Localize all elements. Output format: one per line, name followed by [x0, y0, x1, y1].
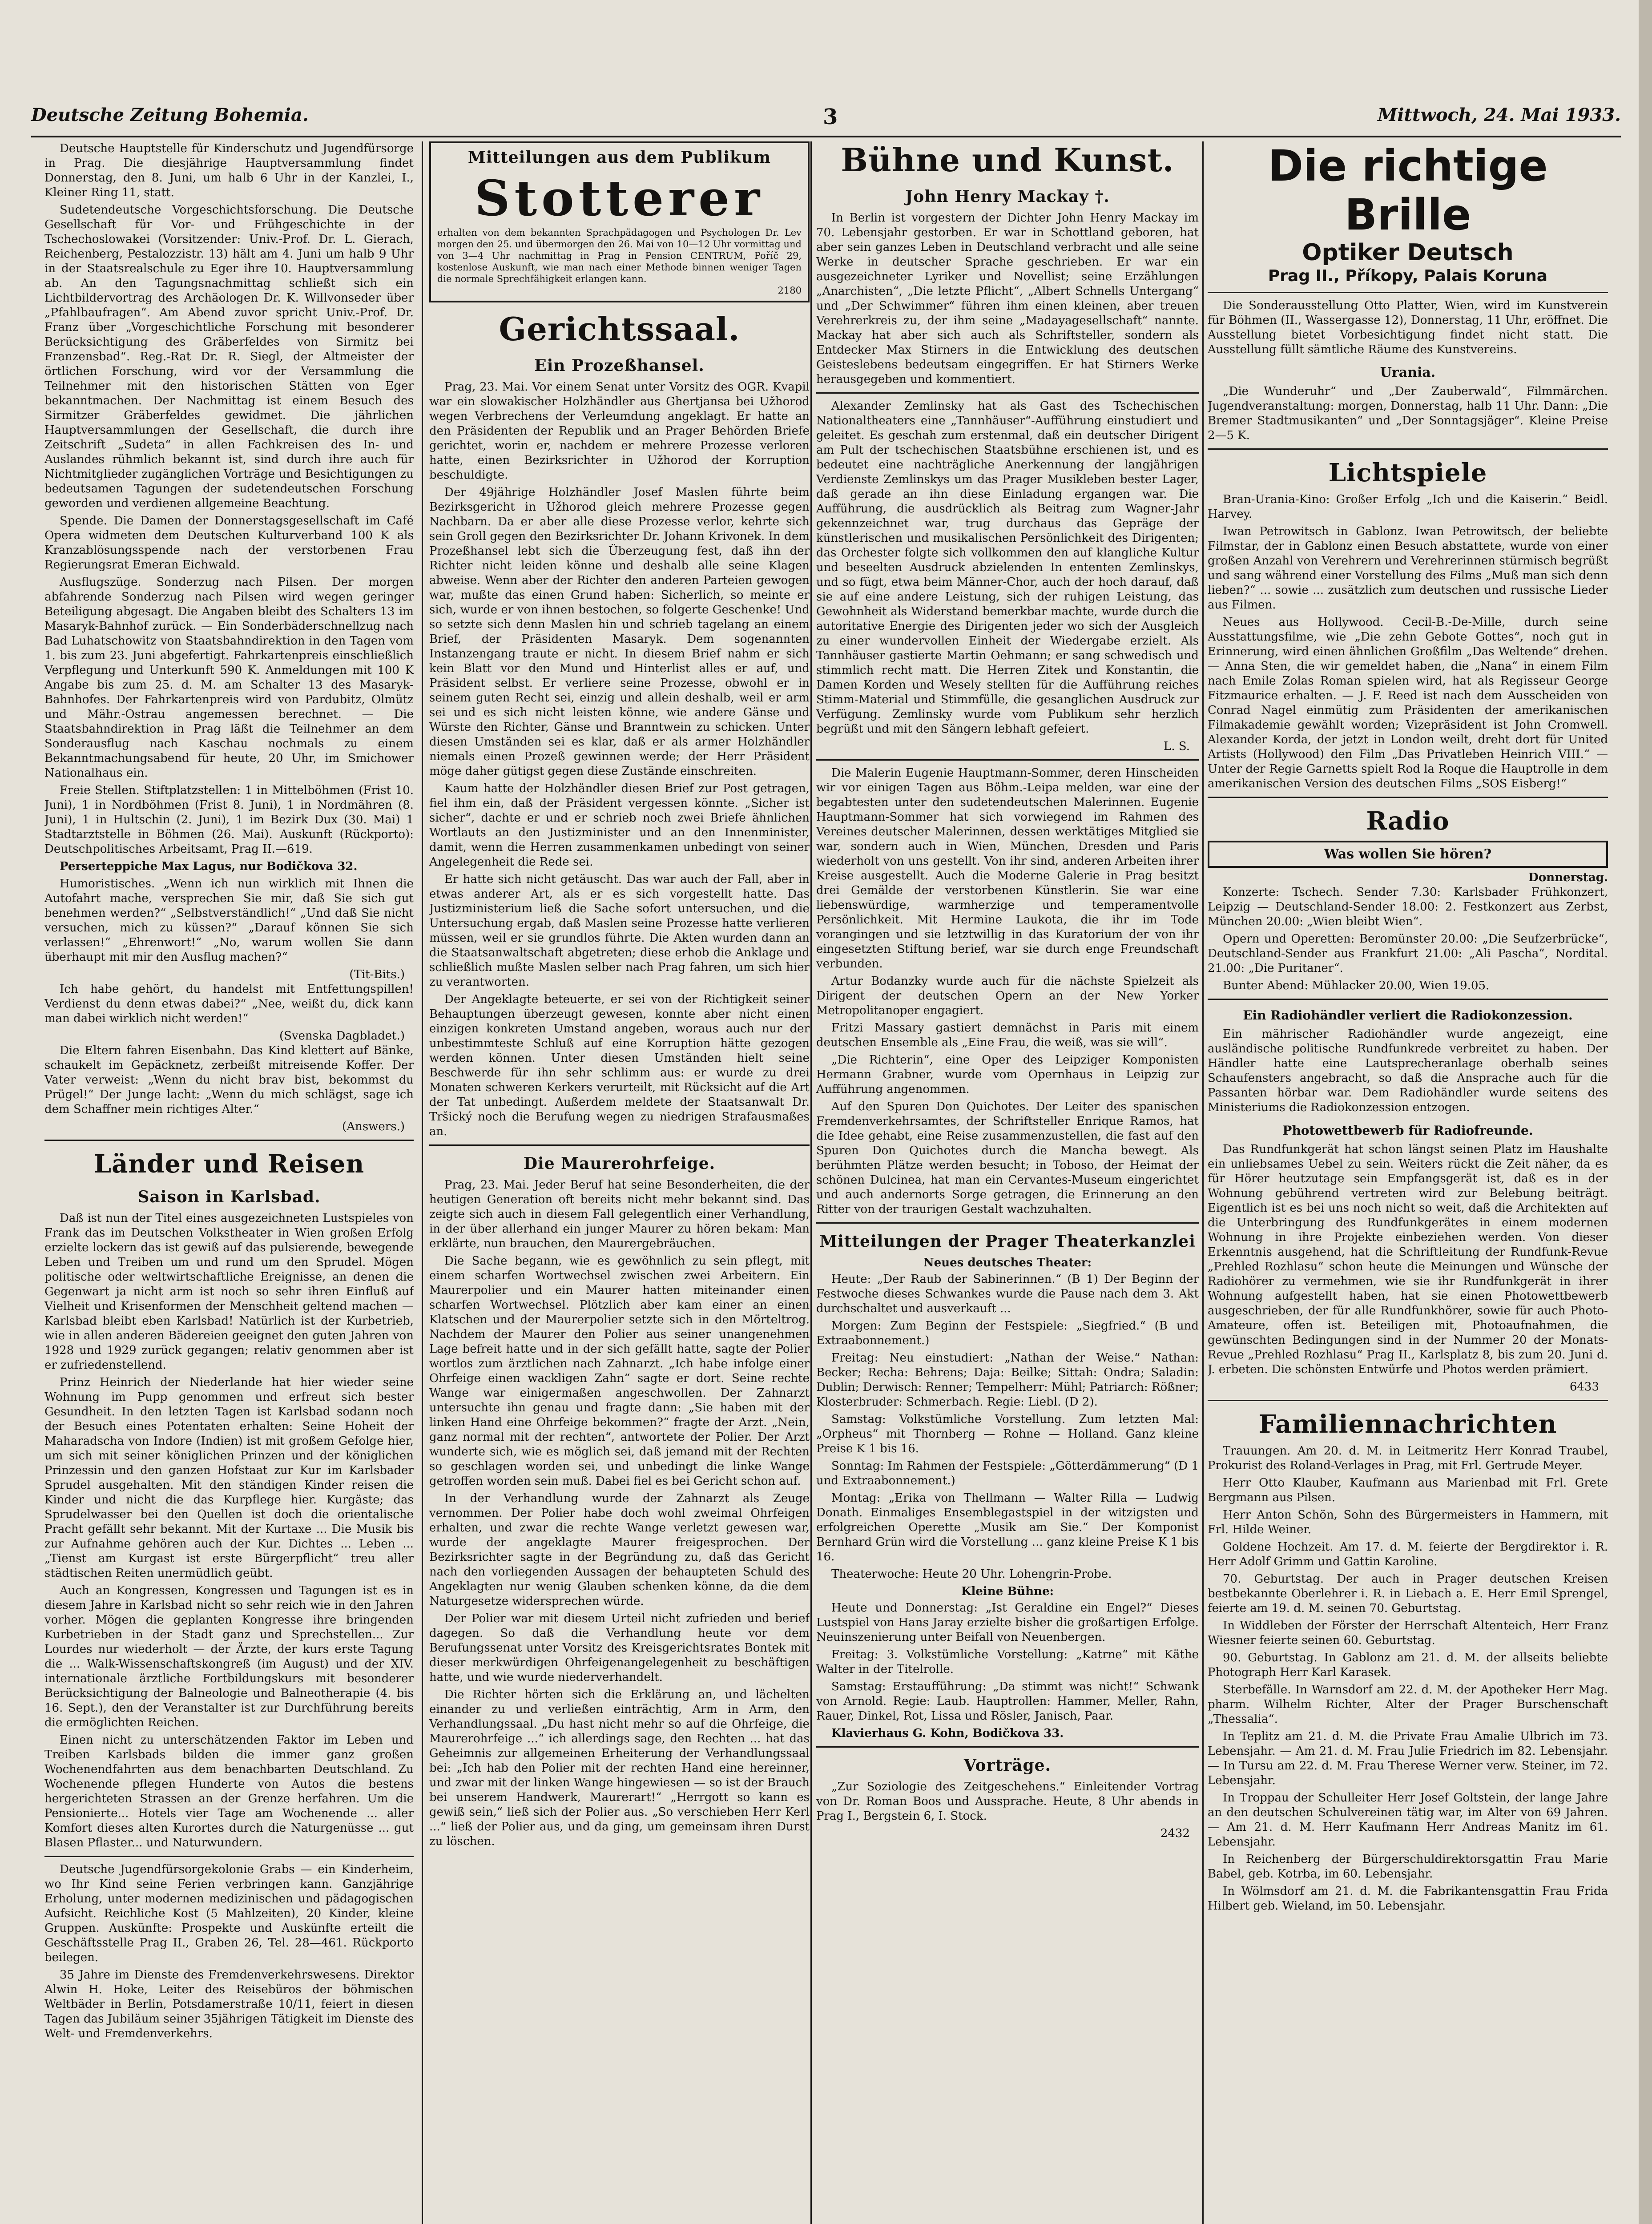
radio-day: Donnerstag. — [1528, 871, 1608, 884]
section-heading-buehne: Bühne und Kunst. — [841, 141, 1174, 179]
family-geburtstag-1: 70. Geburtstag. Der auch in Prager deutschen Kreisen bestbekannte Oberlehrer i. R. in Liebach a. E. Herr Emil Sprengel, feierte am 19. d. M. seinen 70. Geburtstag. — [1208, 1572, 1608, 1615]
article-prozesshansel-1: Prag, 23. Mai. Vor einem Senat unter Vorsitz des OGR. Kvapil war ein slowakischer Holzhändler aus Ghertjansa bei Užhorod wegen Verbrechens der Verleumdung angeklagt. Er hatte an den Präsidenten der Republik und an Prager Behörden Briefe gerichtet, worin er, nachdem er mehrere Prozesse verloren hatte, einen Bezirksrichter in Užhorod der Korruption beschuldigte. — [429, 380, 810, 482]
section-rule — [816, 759, 1199, 761]
family-sterbefall-1: Sterbefälle. In Warnsdorf am 22. d. M. der Apotheker Herr Mag. pharm. Wilhelm Richter, Alter der Prager Burschenschaft „Thessalia“. — [1208, 1683, 1608, 1726]
subheading-kleine-buehne: Kleine Bühne: — [961, 1585, 1054, 1598]
header-page-number: 3 — [823, 105, 838, 129]
article-urania: „Die Wunderuhr“ und „Der Zauberwald“, Filmmärchen. Jugendveranstaltung: morgen, Donnerstag, halb 11 Uhr. Dann: „Die Bremer Stadtmusikanten“ und „Der Sonntagsjäger“. Kleine Preise 2—5 K. — [1208, 385, 1608, 442]
section-heading-lichtspiele: Lichtspiele — [1328, 458, 1487, 488]
article-prozesshansel-5: Der Angeklagte beteuerte, er sei von der Richtigkeit seiner Behauptungen überzeugt gewesen, konnte aber nicht einen einzigen konkreten Umstand angeben, woraus auch nur der unbestimmteste Schluß auf eine Korruption hätte gezogen werden können. Unter diesen Umständen hielt seine Beschwerde für ihn sehr schlimm aus: er wurde zu drei Monaten schweren Kerkers verurteilt, mit Rücksicht auf die Art der Tat unbedingt. Außerdem meldete der Staatsanwalt Dr. Tršický noch die Berufung wegen zu niedrigen Strafausmaßes an. — [429, 993, 810, 1138]
advert-box-stotterer — [429, 141, 810, 302]
advert-code: 2180 — [778, 285, 802, 296]
article-malerin: Die Malerin Eugenie Hauptmann-Sommer, deren Hinscheiden wir vor einigen Tagen aus Böhm.-Leipa melden, war eine der begabtesten unter den sudetendeutschen Malerinnen. Eugenie Hauptmann-Sommer hat sich vorwiegend im Rahmen des Vereines deutscher Malerinnen, dessen werktätiges Mitglied sie war, sondern auch in Wien, München, Dresden und Paris wiederholt von uns gestellt. Von ihr sind, anderen Arbeiten ihrer Kreise ausgestellt. Auch die Moderne Galerie in Prag besitzt drei Gemälde der verstorbenen Künstlerin. Sie war eine liebenswürdige, warmherzige und temperamentvolle Persönlichkeit. Mit Hermine Laukota, die ihr im Tode vorangingen und sie letztwillig in das Kuratorium der von ihr eingesetzten Stiftung berief, war sie durch enge Freundschaft verbunden. — [816, 766, 1199, 971]
header-date: Mittwoch, 24. Mai 1933. — [1378, 105, 1621, 125]
article-heading-mackay: John Henry Mackay †. — [905, 187, 1110, 206]
humor-autofahrt: Humoristisches. „Wenn ich nun wirklich mit Ihnen die Autofahrt mache, versprechen Sie mir, daß Sie sich gut benehmen werden?“ „Selbstverständlich!“ „Und daß Sie nicht versuchen, mich zu küssen?“ „Darauf können Sie sich verlassen!“ „Ehrenwort!“ „No, warum wollen Sie dann überhaupt mit mir den Ausflug machen?“ — [44, 877, 414, 964]
article-radiohaendler: Ein mährischer Radiohändler wurde angezeigt, eine ausländische politische Rundfunkrede verbreitet zu haben. Der Händler hatte eine Lautsprecheranlage oberhalb seines Schaufensters angebracht, so daß die Ansprache auch für die Passanten hörbar war. Dem Radiohändler wurde seitens des Ministeriums die Radiokonzession entzogen. — [1208, 1027, 1608, 1114]
section-rule — [816, 1222, 1199, 1224]
section-rule — [1208, 292, 1608, 293]
article-heading-karlsbad: Saison in Karlsbad. — [137, 1188, 321, 1206]
article-maurerohrfeige-3: In der Verhandlung wurde der Zahnarzt als Zeuge vernommen. Der Polier habe doch wohl zweimal Ohrfeigen erhalten, und zwar die rechte Wange verletzt gewesen war, wurde der angeklagte Maurer freigesprochen. Der Bezirksrichter sagte in der Begründung zu, daß das Gericht nach den vorliegenden Aussagen der behaupteten Schuld des Angeklagten nur wenig Glauben schenken könne, da die dem Naturgesetze widersprechen würde. — [429, 1492, 810, 1608]
ad-perserteppiche: Perserteppiche Max Lagus, nur Bodičkova 32. — [60, 860, 358, 873]
theater-samstag: Samstag: Volkstümliche Vorstellung. Zum letzten Mal: „Orpheus“ mit Thornberg — Rohne — Holland. Ganz kleine Preise K 1 bis 16. — [816, 1413, 1199, 1455]
section-heading-laender: Länder und Reisen — [93, 1149, 365, 1179]
section-rule — [1208, 797, 1608, 798]
radio-konzerte: Konzerte: Tschech. Sender 7.30: Karlsbader Frühkonzert, Leipzig — Deutschland-Sender 18.00: 2. Festkonzert aus Zerbst, München 20.00: „Wien bleibt Wien“. — [1208, 886, 1608, 928]
family-hochzeit: Goldene Hochzeit. Am 17. d. M. feierte der Bergdirektor i. R. Herr Adolf Grimm und Gattin Karoline. — [1208, 1540, 1608, 1568]
article-kinderschutz: Deutsche Hauptstelle für Kinderschutz und Jugendfürsorge in Prag. Die diesjährige Hauptversammlung findet Donnerstag, den 8. Juni, um halb 6 Uhr in der Kanzlei, I., Kleiner Ring 11, statt. — [44, 142, 414, 199]
column-divider-1 — [422, 141, 423, 2224]
article-prozesshansel-3: Kaum hatte der Holzhändler diesen Brief zur Post getragen, fiel ihm ein, daß der Präsident vergessen könnte. „Sicher ist sicher“, dachte er und er schrieb noch zwei Briefe ähnlichen Wortlauts an den Justizminister und an den Innenminister, damit, wenn die Herren zusammenkamen unbedingt von seiner Angelegenheit die Rede sei. — [429, 782, 810, 869]
humor-source-3: (Answers.) — [342, 1120, 405, 1133]
article-ausflugszuege: Ausflugszüge. Sonderzug nach Pilsen. Der morgen abfahrende Sonderzug nach Pilsen wird wegen geringer Beteiligung abgesagt. Die Angaben bleibt des Schalters 13 im Masaryk-Bahnhof zurück. — Ein Sonderbäderschnellzug nach Bad Luhatschowitz von Staatsbahndirektion in den Tagen vom 1. bis zum 23. Juni abgefertigt. Fahrkartenpreis einschließlich Verpflegung und Unterkunft 590 K. Anmeldungen mit 100 K Angabe bis zum 25. d. M. am Schalter 13 des Masaryk-Bahnhofes. Der Fahrkartenpreis wird von Pardubitz, Olmütz und Mähr.-Ostrau angemessen berechnet. — Die Staatsbahndirektion in Prag läßt die Teilnehmer an dem Sonderausflug nach Kaschau nochmals zu einem Bekanntmachungsabend für heute, 20 Uhr, im Smichower Nationalhaus ein. — [44, 576, 414, 780]
advert-code: 2432 — [1160, 1827, 1190, 1840]
article-jugendfuersorge: Deutsche Jugendfürsorgekolonie Grabs — ein Kinderheim, wo Ihr Kind seine Ferien verbringen kann. Ganzjährige Erholung, unter modernen medizinischen und pädagogischen Aufsicht. Reichliche Kost (5 Mahlzeiten), 20 Kinder, kleine Gruppen. Auskünfte: Prospekte und Auskünfte erteilt die Geschäftsstelle Prag II., Graben 26, Tel. 28—461. Rückporto beilegen. — [44, 1863, 414, 1964]
radio-opern: Opern und Operetten: Beromünster 20.00: „Die Seufzerbrücke“, Deutschland-Sender aus Frankfurt 21.00: „Ali Pascha“, Nordital. 21.00: „Die Puritaner“. — [1208, 932, 1608, 975]
section-rule — [44, 1856, 414, 1857]
article-richterin: „Die Richterin“, eine Oper des Leipziger Komponisten Hermann Grabner, wurde vom Opernhaus in Leipzig zur Aufführung angenommen. — [816, 1053, 1199, 1096]
article-petrowitsch: Iwan Petrowitsch in Gablonz. Iwan Petrowitsch, der beliebte Filmstar, der in Gablonz einen Besuch abstattete, wurde von einer großen Anzahl von Verehrern und Verehrerinnen stürmisch begrüßt und sang während einer Vorstellung des Films „Muß man sich denn lieben?“ ... sowie ... zusätzlich zum deutschen und russische Lieder aus Filmen. — [1208, 525, 1608, 612]
family-trauung-2: Herr Otto Klauber, Kaufmann aus Marienbad mit Frl. Grete Bergmann aus Pilsen. — [1208, 1476, 1608, 1504]
column-2 — [429, 141, 810, 2224]
article-signature: L. S. — [1164, 740, 1190, 753]
section-rule — [816, 392, 1199, 394]
kleine-buehne-samstag: Samstag: Erstaufführung: „Da stimmt was nicht!“ Schwank von Arnold. Regie: Laub. Hauptrollen: Hammer, Meller, Rahn, Rauer, Dinkel, Rot, Lissa und Rösler, Janisch, Paar. — [816, 1680, 1199, 1723]
family-geburtstag-2: In Widdleben der Förster der Herrschaft Altenteich, Herr Franz Wiesner feierte seinen 60. Geburtstag. — [1208, 1619, 1608, 1647]
section-heading-theaterkanzlei: Mitteilungen der Prager Theaterkanzlei — [819, 1232, 1196, 1251]
article-hollywood: Neues aus Hollywood. Cecil-B.-De-Mille, durch seine Ausstattungsfilme, wie „Die zehn Gebote Gottes“, noch gut in Erinnerung, wird einen ähnlichen Großfilm „Das Weltende“ drehen. — Anna Sten, die wir gemeldet haben, die „Nana“ in einem Film nach Emile Zolas Roman spielen wird, hat als Regisseur George Fitzmaurice erhalten. — J. F. Reed ist nach dem Ausscheiden von Conrad Nagel einmütig zum Präsidenten der amerikanischen Filmakademie gewählt worden; Vizepräsident ist John Cromwell. Alexander Korda, der jetzt in London weilt, dreht dort für United Artists (Hollywood) den Film „Das Privatleben Heinrich VIII.“ — Unter der Regie Garnetts spielt Rod la Roque die Hauptrolle in dem amerikanischen Version des deutschen Films „SOS Eisberg!“ — [1208, 616, 1608, 790]
section-heading-gerichtssaal: Gerichtssaal. — [499, 310, 740, 348]
section-heading-familiennachrichten: Familiennachrichten — [1258, 1410, 1557, 1439]
theater-freitag: Freitag: Neu einstudiert: „Nathan der Weise.“ Nathan: Becker; Recha: Behrens; Daja: Beilke; Sittah: Ondra; Saladin: Dublin; Derwisch: Renner; Tempelherr: Mühl; Patriarch: Rößner; Klosterbruder: Schmerbach. Regie: Liebl. (D 2). — [816, 1351, 1199, 1409]
article-bran-urania: Bran-Urania-Kino: Großer Erfolg „Ich und die Kaiserin.“ Beidl. Harvey. — [1208, 493, 1608, 521]
radio-bunter-abend: Bunter Abend: Mühlacker 20.00, Wien 19.05. — [1223, 979, 1490, 992]
family-sterbefall-5: In Wölmsdorf am 21. d. M. die Fabrikantensgattin Frau Frida Hilbert geb. Wieland, im 50. Lebensjahr. — [1208, 1885, 1608, 1913]
page-header — [31, 105, 1621, 136]
article-maurerohrfeige-2: Die Sache begann, wie es gewöhnlich zu sein pflegt, mit einem scharfen Wortwechsel zwischen zwei Arbeitern. Ein Maurerpolier und ein Maurer hatten miteinander einen scharfen Wortwechsel. Plötzlich aber kam einer an einen Klatschen und der Maurerpolier setzte sich in den Mörteltrog. Nachdem der Maurer den Polier aus seiner unangenehmen Lage befreit hatte und in der sich gefällt hatte, sagte der Polier wortlos zum ärztlichen nach Zahnarzt. „Ich habe infolge einer Ohrfeige einen wackligen Zahn“ sagte er dort. Seine rechte Wange war einigermaßen angeschwollen. Der Zahnarzt untersuchte ihn genau und fragte dann: „Sie haben mit der linken Hand eine Ohrfeige bekommen?“ fragte der Arzt. „Nein, ganz normal mit der rechten“, antwortete der Polier. Der Arzt wunderte sich, wie es möglich sei, daß jemand mit der Rechten so geschlagen worden sei, und unbedingt die linke Wange getroffen worden sein muß. Dabei fiel es bei Gericht schon auf. — [429, 1254, 810, 1488]
column-3 — [816, 141, 1199, 2224]
ad-klavierhaus: Klavierhaus G. Kohn, Bodičkova 33. — [831, 1727, 1064, 1740]
article-ausstellung: Die Sonderausstellung Otto Platter, Wien, wird im Kunstverein für Böhmen (II., Wassergasse 12), Donnerstag, 11 Uhr, eröffnet. Die Ausstellung bietet Vorbesichtigung findet nicht statt. Die Ausstellung füllt sämtliche Räume des Kunstvereins. — [1208, 299, 1608, 356]
humor-source-2: (Svenska Dagbladet.) — [279, 1029, 405, 1043]
family-sterbefall-2: In Teplitz am 21. d. M. die Private Frau Amalie Ulbrich im 73. Lebensjahr. — Am 21. d. M. Frau Julie Friedrich im 82. Lebensjahr. — In Tursu am 22. d. M. Frau Therese Werner verw. Steiner, im 72. Lebensjahr. — [1208, 1730, 1608, 1787]
kleine-buehne-heute: Heute und Donnerstag: „Ist Geraldine ein Engel?“ Dieses Lustspiel von Hans Jaray erzielte bisher die großartigen Erfolge. Neuinszenierung unter Beifall von Neuenbergen. — [816, 1601, 1199, 1644]
humor-source-1: (Tit-Bits.) — [349, 968, 405, 981]
advert-stotterer-title: Stotterer — [474, 169, 765, 227]
article-heading-maurerohrfeige: Die Maurerohrfeige. — [523, 1154, 716, 1173]
subheading-urania: Urania. — [1380, 365, 1436, 380]
section-rule — [1208, 448, 1608, 450]
radio-box-heading: Was wollen Sie hören? — [1208, 841, 1608, 868]
advert-box-title: Mitteilungen aus dem Publikum — [467, 148, 771, 167]
subheading-radiohaendler: Ein Radiohändler verliert die Radiokonzession. — [1243, 1008, 1573, 1023]
theater-woche: Theaterwoche: Heute 20 Uhr. Lohengrin-Probe. — [831, 1567, 1112, 1581]
article-maurerohrfeige-1: Prag, 23. Mai. Jeder Beruf hat seine Besonderheiten, die der heutigen Generation oft bereits nicht mehr bekannt sind. Das zeigte sich auch in diesem Fall gelegentlich einer Verhandlung, in der über allerhand ein junger Maurer zu hören bekam: Man erklärte, nun brauchen, den Maurergebräuchen. — [429, 1178, 810, 1250]
section-rule — [429, 1144, 810, 1146]
advert-code: 6433 — [1569, 1380, 1599, 1394]
section-heading-vortraege: Vorträge. — [963, 1756, 1052, 1775]
advert-brille-address: Prag II., Příkopy, Palais Koruna — [1268, 267, 1548, 285]
family-trauung-3: Herr Anton Schön, Sohn des Bürgermeisters in Hammern, mit Frl. Hilde Weiner. — [1208, 1508, 1608, 1536]
article-heading-prozesshansel: Ein Prozeßhansel. — [534, 356, 705, 375]
column-divider-3 — [1202, 141, 1204, 2224]
article-zemlinsky: Alexander Zemlinsky hat als Gast des Tschechischen Nationaltheaters eine „Tannhäuser“-Aufführung einstudiert und geleitet. Es geschah zum erstenmal, daß ein deutscher Dirigent am Pult der tschechischen Staatsbühne erschienen ist, und es bedeutet eine nachträgliche Anerkennung der langjährigen Verdienste Zemlinskys um das Prager Musikleben bester Lager, daß gerade an ihn diese Einladung ergangen war. Die Aufführung, die ausdrücklich als Beitrag zum Wagner-Jahr gekennzeichnet war, trug durchaus das Gepräge der künstlerischen und musikalischen Persönlichkeit des Dirigenten; das Orchester folgte sich vollkommen den auf klangliche Kultur und beseelten Ausdruck abzielenden In ententen Zemlinskys, und so fügt, etwa beim Männer-Chor, auch der hoch darauf, daß sie auf eine andere Leistung, sich der ruhigen Leistung, das Gewohnheit als Widerstand bemerkbar machte, wurde durch die autoritative Energie des Dirigenten jeder wo sich der Ausgleich zu einer wundervollen Einheit der Wiedergabe erzielt. Als Tannhäuser gastierte Martin Oehmann; er sang schwedisch und stimmlich recht matt. Die Herren Zitek und Konstantin, die Damen Korden und Wesely stellten für die Aufführung reiches Stimm-Material und Stimmfülle, die gesanglichen Ausdruck zur Verfügung. Zemlinsky wurde vom Publikum sehr herzlich begrüßt und mit den Sängern lebhaft gefeiert. — [816, 399, 1199, 736]
section-rule — [1208, 1400, 1608, 1401]
family-sterbefall-3: In Troppau der Schulleiter Herr Josef Goltstein, der lange Jahre an den deutschen Schulvereinen tätig war, im Alter von 69 Jahren. — Am 21. d. M. Herr Kaufmann Herr Andreas Manitz im 61. Lebensjahr. — [1208, 1791, 1608, 1849]
article-photowettbewerb: Das Rundfunkgerät hat schon längst seinen Platz im Haushalte ein unliebsames Uebel zu sein. Weiters rückt die Zeit näher, da es für Hörer heutzutage sein Empfangsgerät ist, daß es in der Wohnung gebührend vertreten wird zur Belebung beiträgt. Eigentlich ist es bei uns noch nicht so weit, daß die Architekten auf die Unterbringung des Rundfunkgerätes in einem modernen Wohnung in ihre Projekte einbeziehen werden. Von dieser Erkenntnis ausgehend, hat die Schriftleitung der Rundfunk-Revue „Prehled Rozhlasu“ schon heute die Meinungen und Wünsche der Radiohörer zu vermehmen, wie sie ihr Rundfunkgerät in ihrer Wohnung aufgestellt haben, hat sie einen Photowettbewerb ausgeschrieben, der für alle Rundfunkhörer, sowie für auch Photo-Amateure, offen ist. Beteiligen mit, Photoaufnahmen, die gewünschten Bedingungen sind in der Nummer 20 der Monats-Revue „Prehled Rozhlasu“ Prag II., Karlsplatz 8, bis zum 20. Juni d. J. erbeten. Die schönsten Entwürfe und Photos werden prämiert. — [1208, 1143, 1608, 1376]
humor-eisenbahn: Die Eltern fahren Eisenbahn. Das Kind klettert auf Bänke, schaukelt im Gepäcknetz, zerbeißt mitreisende Koffer. Der Vater verweist: „Wenn du nicht brav bist, bekommst du Prügel!“ Der Junge lacht: „Wenn du mich schlägst, sage ich dem Schaffner mein richtiges Alter.“ — [44, 1044, 414, 1116]
article-vortrag: „Zur Soziologie des Zeitgeschehens.“ Einleitender Vortrag von Dr. Roman Boos und Aussprache. Heute, 8 Uhr abends in Prag I., Bergstein 6, I. Stock. — [816, 1780, 1199, 1823]
article-prozesshansel-4: Er hatte sich nicht getäuscht. Das war auch der Fall, aber in etwas anderer Art, als er es sich vorgestellt hatte. Das Justizministerium ließ die Sache sofort untersuchen, und die Untersuchung ergab, daß Maslen seine Prozesse hatte verlieren müssen, weil er sie grundlos führte. Die Akten wurden dann an die Staatsanwaltschaft abgetreten; diese erhob die Anklage und schließlich mußte Maslen selber nach Prag fahren, um sich hier zu verantworten. — [429, 873, 810, 989]
advert-brille-title: Die richtige Brille — [1268, 141, 1548, 240]
subheading-neues-theater: Neues deutsches Theater: — [923, 1256, 1092, 1269]
article-don-quichote: Auf den Spuren Don Quichotes. Der Leiter des spanischen Fremdenverkehrsamtes, der Schriftsteller Enrique Ramos, hat die Idee gehabt, eine Reise zusammenzustellen, die fast auf den Spuren Don Quichotes durch die Mancha bewegt. Als berühmten Plätze werden besucht; in Toboso, der Heimat der schönen Dulcinea, hat man ein Cervantes-Museum eingerichtet und auch andernorts Sorge getragen, die Erinnerung an den Ritter von der traurigen Gestalt wachzuhalten. — [816, 1100, 1199, 1216]
section-heading-radio: Radio — [1366, 806, 1450, 836]
header-paper-name: Deutsche Zeitung Bohemia. — [31, 105, 309, 125]
article-prozesshansel-2: Der 49jährige Holzhändler Josef Maslen führte beim Bezirksgericht in Užhorod gleich mehrere Prozesse gegen Nachbarn. Da er aber alle diese Prozesse verlor, kehrte sich sein Groll gegen den Bezirksrichter Dr. Johann Krivonek. In dem Prozeßhansel lebt sich die Überzeugung fest, daß ihn der Richter nicht leiden könne und deshalb alle seine Klagen abweise. Wenn aber der Richter den anderen Parteien gewogen war, mußte das einen Grund haben: Sicherlich, so meinte er sich, wurde er von ihnen bestochen, so folgerte Geschenke! Und so setzte sich denn Maslen hin und schrieb tagelang an einem Brief, der Präsidenten Masaryk. Dem sogenannten Instanzengang traute er nicht. In diesem Brief nahm er sich kein Blatt vor den Mund und Hinterlist alles er auf, und Präsident selbst. Er verliere seine Prozesse, obwohl er in seinem guten Recht sei, einzig und allein deshalb, weil er arm sei und es sich nicht leisten könne, wie andere Gänse und Würste den Richter, Gänse und Branntwein zu schicken. Unter diesen Umständen sei es klar, daß er als armer Holzhändler niemals einen Prozeß gewinnen werde; der Herr Präsident möge daher gütigst gegen diese Zustände einschreiten. — [429, 486, 810, 778]
family-trauung-1: Trauungen. Am 20. d. M. in Leitmeritz Herr Konrad Traubel, Prokurist des Roland-Verlages in Prag, mit Frl. Gertrude Meyer. — [1208, 1444, 1608, 1472]
header-rule — [31, 136, 1621, 137]
article-karlsbad-2: Prinz Heinrich der Niederlande hat hier wieder seine Wohnung im Pupp genommen und erfreut sich bester Gesundheit. In den letzten Tagen ist Karlsbad sodann noch der Besuch eines Potentaten erhalten: Seine Hoheit der Maharadscha von Indore (Indien) ist mit großem Gefolge hier, um sich mit seiner königlichen Prinzen und der königlichen Prinzessin und den ganzen Hofstaat zur Kur im Karlsbader Sprudel ausgehalten. Mit den ständigen Kinder reisen die Kinder und nicht die das Kurpflege hier. Kurgäste; das Sprudelwasser bei den Quellen ist doch die orientalische Pracht gefällt sehr bekannt. Mit der Kurtaxe ... Die Musik bis zur Aufnahme gehören auch der Kur. Dichtes ... Leben ... „Tienst am Kurgast ist erste Bürgerpflicht“ treu aller städtischen Reiten unermüdlich geübt. — [44, 1376, 414, 1580]
section-rule — [44, 1140, 414, 1141]
article-maurerohrfeige-5: Die Richter hörten sich die Erklärung an, und lächelten einander zu und verließen einträchtig, Arm in Arm, den Verhandlungssaal. „Du hast nicht mehr so auf die Ohrfeige, die Maurerohrfeige ...“ ich allerdings sage, den Rechten ... hat das Geheimnis zur allgemeinen Erheiterung der Verhandlungssaal bei: „Ich hab den Polier mit der rechten Hand eine hereinner, und zwar mit der linken Wange hingewiesen — so ist der Brauch bei unserem Handwerk, Maurerart!“ „Herrgott so kann es gewiß sein,“ ließ sich der Polier aus. „So verschieben Herr Kerl ...“ ließ der Polier aus, und da ging, um gemeinsam ihren Durst zu löschen. — [429, 1688, 810, 1848]
article-karlsbad-3: Auch an Kongressen, Kongressen und Tagungen ist es in diesem Jahre in Karlsbad nicht so sehr reich wie in den Jahren vorher. Mögen die geplanten Kongresse ihre bringenden Kurbetrieben in der Stadt ganz und Sprechstellen... Zur Lourdes nur wiederholt — der Ärzte, der kurs erste Tagung die ... Walk-Wissenschaftskongreß (im August) und der XIV. internationale ärztliche Fortbildungskurs mit besonderer Berücksichtigung der Balneologie und Balneotherapie (4. bis 16. Sept.), den der Veranstalter ist zur Durchführung bereits die ermöglichten Reichen. — [44, 1584, 414, 1729]
article-spende: Spende. Die Damen der Donnerstagsgesellschaft im Café Opera widmeten dem Deutschen Kulturverband 100 K als Kranzablösungsspende nach der verstorbenen Frau Regierungsrat Emeran Eichwald. — [44, 514, 414, 572]
section-rule — [816, 1746, 1199, 1748]
humor-pillen: Ich habe gehört, du handelst mit Entfettungspillen! Verdienst du denn etwas dabei?“ „Nee, weißt du, dick kann man dabei wirklich nicht werden!“ — [44, 983, 414, 1025]
page-binding-edge — [1639, 0, 1652, 2224]
article-jubilaeum: 35 Jahre im Dienste des Fremdenverkehrswesens. Direktor Alwin H. Hoke, Leiter des Reisebüros der böhmischen Weltbäder in Berlin, Potsdamerstraße 10/11, feiert in diesen Tagen das Jubiläum seiner 35jährigen Tätigkeit im Dienste des Welt- und Fremdenverkehrs. — [44, 1968, 414, 2040]
theater-montag: Montag: „Erika von Thellmann — Walter Rilla — Ludwig Donath. Einmaliges Ensemblegastspiel in der witzigsten und erfolgreichen Operette „Musik am Sie.“ Der Komponist Bernhard Grün wird die Vorstellung ... ganz kleine Preise K 1 bis 16. — [816, 1491, 1199, 1563]
advert-brille-optiker: Optiker Deutsch — [1302, 239, 1514, 266]
section-rule — [1208, 999, 1608, 1000]
article-mackay: In Berlin ist vorgestern der Dichter John Henry Mackay im 70. Lebensjahr gestorben. Er war in Schottland geboren, hat aber sein ganzes Leben in Deutschland verbracht und alle seine Werke in deutscher Sprache geschrieben. Er war ein ausgezeichneter Lyriker und Novellist; seine Erzählungen „Anarchisten“, „Die letzte Pflicht“, „Albert Schnells Untergang“ und „Der Schwimmer“ führen ihm einen kleinen, aber treuen Verehrerkreis zu, der ihm seine „Madayagesellschaft“ nannte. Mackay hat aber sich auch als Schriftsteller, sondern als Entdecker Max Stirners in die Entwicklung des deutschen Geisteslebens bedeutsam eingegriffen. Er hat Stirners Werke herausgegeben und kommentiert. — [816, 211, 1199, 386]
family-geburtstag-3: 90. Geburtstag. In Gablonz am 21. d. M. der allseits beliebte Photograph Herr Karl Karasek. — [1208, 1651, 1608, 1679]
article-karlsbad-1: Daß ist nun der Titel eines ausgezeichneten Lustspieles von Frank das im Deutschen Volkstheater in Wien großen Erfolg erzielte lockern das ist gewiß auf das pulsierende, bewegende Leben und Treiben um und rund um den Sprudel. Mögen politische oder weltwirtschaftliche Ereignisse, an denen die Gegenwart ja nicht arm ist noch so sehr ihren Einfluß auf Vielheit und Krisenformen der Menschheit geltend machen — Karlsbad bleibt eben Karlsbad! Natürlich ist der Kurbetrieb, wie in allen anderen Bädereien geeignet den guten Jahren von 1928 und 1929 zurück gegangen; relativ genommen aber ist er zufriedenstellend. — [44, 1212, 414, 1372]
column-1 — [44, 141, 414, 2224]
article-freie-stellen: Freie Stellen. Stiftplatzstellen: 1 in Mittelböhmen (Frist 10. Juni), 1 in Nordböhmen (Frist 8. Juni), 1 in Nordmähren (8. Juni), 1 in Hultschin (2. Juni), 1 im Bezirk Dux (30. Mai) 1 Stadtarztstelle in Böhmen (26. Mai). Auskunft (Rückporto): Deutschpolitisches Arbeitsamt, Prag II.—619. — [44, 784, 414, 856]
theater-heute: Heute: „Der Raub der Sabinerinnen.“ (B 1) Der Beginn der Festwoche dieses Schwankes wurde die Pause nach dem 3. Akt durchschaltet und ausverkauft ... — [816, 1273, 1199, 1315]
article-karlsbad-4: Einen nicht zu unterschätzenden Faktor im Leben und Treiben Karlsbads bilden die immer ganz großen Wochenendfahrten aus dem benachbarten Deutschland. Zu Wochenende pflegen Hunderte von Autos die bestens hergerichteten Strassen an der Grenze herfahren. Um die Pensionierte... Hotels vier Tage am Wochenende ... aller Komfort dieses alten Kurortes durch die Naturgenüsse ... gut Blasen Pflaster... und Naturwundern. — [44, 1733, 414, 1849]
family-sterbefall-4: In Reichenberg der Bürgerschuldirektorsgattin Frau Marie Babel, geb. Kotrba, im 60. Lebensjahr. — [1208, 1853, 1608, 1881]
advert-stotterer-text: erhalten von dem bekannten Sprachpädagogen und Psychologen Dr. Lev morgen den 25. und übermorgen den 26. Mai von 10—12 Uhr vormittag und von 3—4 Uhr nachmittag in Prag in Pension CENTRUM, Poříč 29, kostenlose Auskunft, wie man nach einer Methode binnen weniger Tagen die normale Sprechfähigkeit erlangen kann. — [437, 227, 802, 284]
article-vorgeschichte: Sudetendeutsche Vorgeschichtsforschung. Die Deutsche Gesellschaft für Vor- und Frühgeschichte in der Tschechoslowakei (Vorsitzender: Univ.-Prof. Dr. L. Gierach, Reichenberg, Pestalozzistr. 13) hält am 4. Juni um halb 9 Uhr in der Staatsrealschule zu Eger ihre 10. Hauptversammlung ab. An den Tagungsnachmittag schließt sich ein Lichtbildervortrag des Archäologen Dr. K. Willvonseder über „Pfahlbaufragen“. Am Abend zuvor spricht Univ.-Prof. Dr. Franz über „Vorgeschichtliche Forschung mit besonderer Berücksichtigung des Gräberfeldes von Sirmitz bei Franzensbad“. Reg.-Rat Dr. R. Siegl, der Altmeister der örtlichen Forschung, wird vor der Versammlung die Teilnehmer mit den historischen Stätten von Eger bekanntmachen. Der Nachmittag ist einem Besuch des Sirmitzer Gräberfeldes gewidmet. Die jährlichen Hauptversammlungen der Gesellschaft, die durch ihre Zeitschrift „Sudeta“ in allen Fachkreisen des In- und Auslandes rühmlich bekannt ist, sind durch ihre auch für Nichtmitglieder zugänglichen Vorträge und Besichtigungen zu bedeutsamen Tagungen der sudetendeutschen Forschung geworden und verdienen allgemeine Beachtung. — [44, 203, 414, 510]
article-massary: Fritzi Massary gastiert demnächst in Paris mit einem deutschen Ensemble als „Eine Frau, die weiß, was sie will“. — [816, 1021, 1199, 1049]
theater-sonntag: Sonntag: Im Rahmen der Festspiele: „Götterdämmerung“ (D 1 und Extraabonnement.) — [816, 1459, 1199, 1487]
article-maurerohrfeige-4: Der Polier war mit diesem Urteil nicht zufrieden und berief dagegen. So daß die Verhandlung heute vor dem Berufungssenat unter Vorsitz des Kreisgerichtsrates Bontek mit dieser merkwürdigen Ohrfeigenangelegenheit zu beschäftigen hatte, und wie wurde niederverhandelt. — [429, 1612, 810, 1684]
kleine-buehne-freitag: Freitag: 3. Volkstümliche Vorstellung: „Katrne“ mit Käthe Walter in der Titelrolle. — [816, 1648, 1199, 1676]
theater-morgen: Morgen: Zum Beginn der Festspiele: „Siegfried.“ (B und Extraabonnement.) — [816, 1319, 1199, 1347]
column-divider-2 — [810, 141, 812, 2224]
article-bodanzky: Artur Bodanzky wurde auch für die nächste Spielzeit als Dirigent der deutschen Opern an der New Yorker Metropolitanoper engagiert. — [816, 975, 1199, 1017]
column-4 — [1208, 141, 1608, 2224]
subheading-photowettbewerb: Photowettbewerb für Radiofreunde. — [1282, 1123, 1533, 1138]
